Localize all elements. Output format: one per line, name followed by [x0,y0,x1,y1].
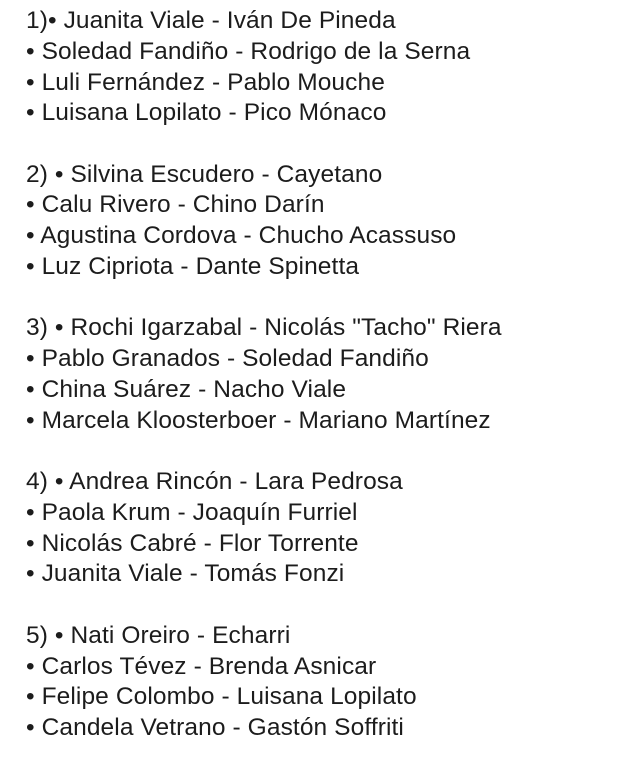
list-item: • Felipe Colombo - Luisana Lopilato [26,683,417,711]
list-item: • Luz Cipriota - Dante Spinetta [26,253,360,281]
list-item: • Soledad Fandiño - Rodrigo de la Serna [26,37,471,65]
list-item: • Luli Fernández - Pablo Mouche [26,68,385,96]
list-item: 2) • Silvina Escudero - Cayetano [26,160,383,188]
list-group-2 [26,160,626,283]
list-item: • Candela Vetrano - Gastón Soffriti [26,714,404,742]
list-item: • Paola Krum - Joaquín Furriel [26,498,358,526]
list-item: 5) • Nati Oreiro - Echarri [26,621,291,649]
list-group-1 [26,6,626,129]
list-group-5 [26,621,626,744]
couples-list [26,6,626,744]
list-item: • Carlos Tévez - Brenda Asnicar [26,652,377,680]
list-item: • Marcela Kloosterboer - Mariano Martínez [26,406,491,434]
list-item: • Agustina Cordova - Chucho Acassuso [26,222,457,250]
list-item: • Pablo Granados - Soledad Fandiño [26,345,429,373]
list-group-4 [26,467,626,590]
list-item: • Calu Rivero - Chino Darín [26,191,325,219]
list-item: • China Suárez - Nacho Viale [26,375,347,403]
list-item: • Nicolás Cabré - Flor Torrente [26,529,359,557]
list-item: • Luisana Lopilato - Pico Mónaco [26,99,387,127]
list-item: • Juanita Viale - Tomás Fonzi [26,560,345,588]
list-item: 3) • Rochi Igarzabal - Nicolás "Tacho" Riera [26,314,502,342]
list-item: 4) • Andrea Rincón - Lara Pedrosa [26,468,403,496]
list-item: 1)• Juanita Viale - Iván De Pineda [26,7,396,34]
list-group-3 [26,313,626,436]
